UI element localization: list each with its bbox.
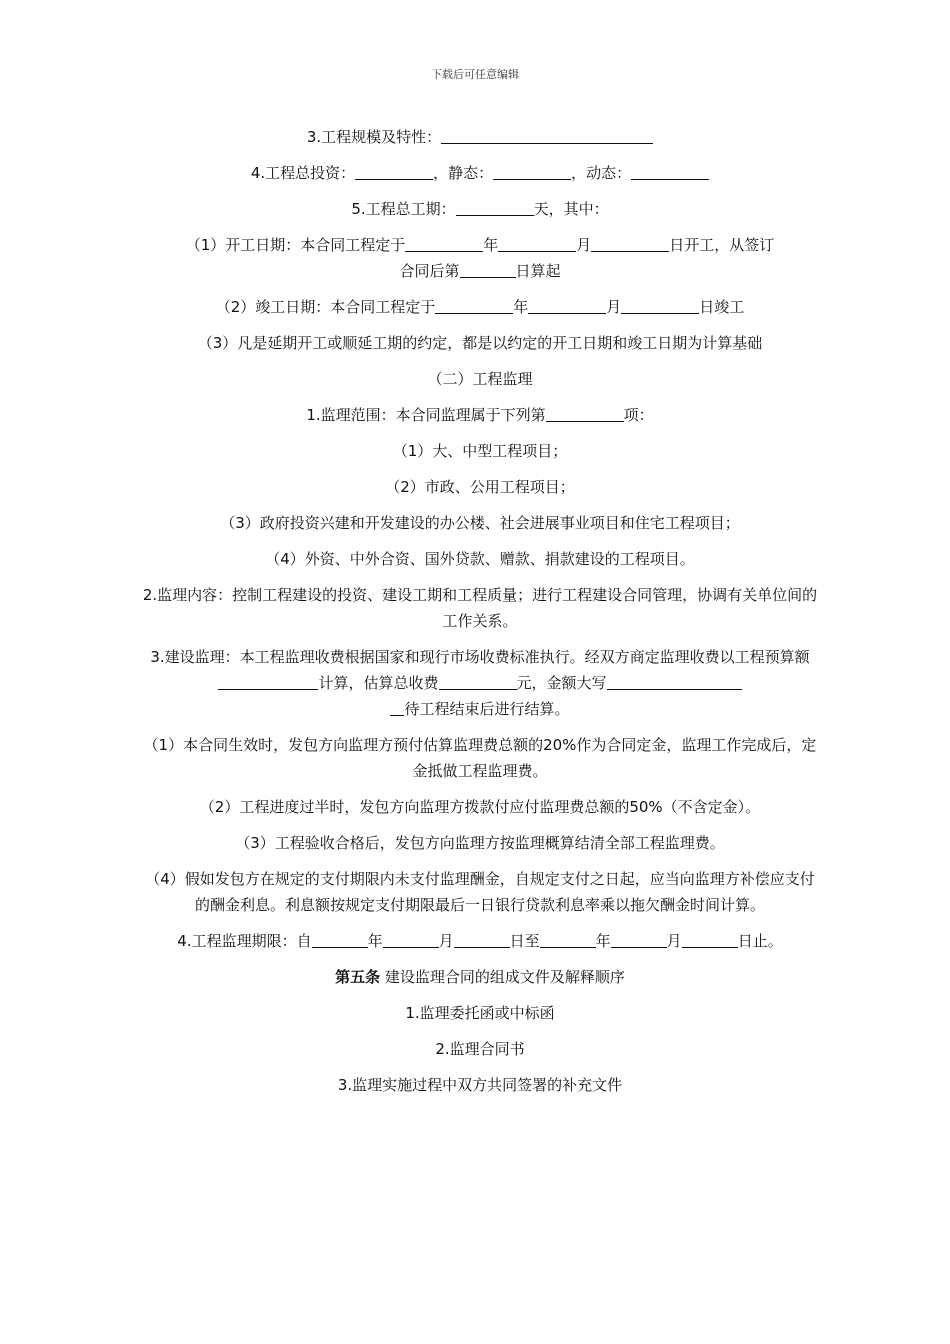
from-year-blank [312,929,368,948]
completion-date-label: （2）竣工日期：本合同工程定于 [215,298,436,316]
start-days-blank [460,259,516,278]
completion-year-blank [435,295,513,314]
page-header: 下载后可任意编辑 [431,68,519,81]
start-date-clause [140,232,820,284]
month-text: 月 [576,236,592,254]
scope-label: 1.监理范围：本合同监理属于下列第 [306,406,546,424]
year-text: 年 [367,932,383,950]
amount-words-blank [607,671,742,690]
scope-item-3: （3）政府投资兴建和开发建设的办公楼、社会进展事业项目和住宅工程项目； [220,514,740,532]
scope-item-4: （4）外资、中外合资、国外贷款、赠款、捐款建设的工程项目。 [265,550,695,568]
amount-words-blank-cont [390,697,404,716]
scope-item-2: （2）市政、公用工程项目； [385,478,575,496]
duration-blank [456,197,534,216]
investment-line [140,160,820,186]
section-heading: （二）工程监理 [427,370,533,388]
scope-blank [546,403,624,422]
to-text: 日至 [509,932,540,950]
start-day-blank [591,233,669,252]
article-five-heading [140,964,820,990]
doc-item-2: 2.监理合同书 [435,1040,525,1058]
completion-date-end: 日竣工 [699,298,745,316]
scale-blank [441,125,653,144]
month-text: 月 [666,932,682,950]
static-blank [493,161,571,180]
start-year-blank [405,233,483,252]
completion-month-blank [528,295,606,314]
year-text: 年 [513,298,529,316]
completion-date-clause [140,294,820,320]
year-text: 年 [483,236,499,254]
period-end: 日止。 [737,932,783,950]
duration-line [140,196,820,222]
doc-item-1: 1.监理委托函或中标函 [405,1004,555,1022]
completion-day-blank [621,295,699,314]
month-text: 月 [606,298,622,316]
dynamic-label: ，动态： [571,164,632,182]
content-clause: 2.监理内容：控制工程建设的投资、建设工期和工程质量；进行工程建设合同管理，协调有关单位间的工作关系。 [142,586,818,630]
period-label: 4.工程监理期限：自 [177,932,312,950]
document-body [140,124,820,1108]
doc-item-3: 3.监理实施过程中双方共同签署的补充文件 [337,1076,623,1094]
duration-suffix: 天，其中： [533,200,609,218]
delay-clause: （3）凡是延期开工或顺延工期的约定，都是以约定的开工日期和竣工日期为计算基础 [197,334,763,352]
to-month-blank [611,929,667,948]
amount-words-label: 元，金额大写 [516,674,607,692]
settlement-text: 待工程结束后进行结算。 [404,700,570,718]
fee-clause [140,644,820,722]
start-date-label: （1）开工日期：本合同工程定于 [185,236,406,254]
payment-item-3: （3）工程验收合格后，发包方向监理方按监理概算结清全部工程监理费。 [235,834,725,852]
scope-item-1: （1）大、中型工程项目； [392,442,568,460]
year-text: 年 [595,932,611,950]
budget-blank [218,671,318,690]
fee-calc-text: 计算，估算总收费 [318,674,439,692]
from-day-blank [454,929,510,948]
scale-line [140,124,820,150]
dynamic-blank [631,161,709,180]
start-month-blank [498,233,576,252]
to-day-blank [682,929,738,948]
payment-item-4: （4）假如发包方在规定的支付期限内未支付监理酬金，自规定支付之日起，应当向监理方补偿应支付的酬金利息。利息额按规定支付期限最后一日银行贷款利息率乘以拖欠酬金时间计算。 [145,870,815,914]
to-year-blank [540,929,596,948]
article-title: 建设监理合同的组成文件及解释顺序 [380,968,625,986]
fee-text: 3.建设监理：本工程监理收费根据国家和现行市场收费标准执行。经双方商定监理收费以工程预算额 [150,648,810,666]
start-date-after: 合同后第 [399,262,460,280]
scope-suffix: 项： [623,406,654,424]
investment-blank [355,161,433,180]
month-text: 月 [438,932,454,950]
start-date-mid: 日开工，从签订 [669,236,775,254]
article-number: 第五条 [335,968,381,986]
static-label: ，静态： [433,164,494,182]
period-clause [140,928,820,954]
payment-item-2: （2）工程进度过半时，发包方向监理方拨款付应付监理费总额的50%（不含定金）。 [199,798,761,816]
start-date-end: 日算起 [515,262,561,280]
payment-item-1: （1）本合同生效时，发包方向监理方预付估算监理费总额的20%作为合同定金，监理工作完成后，定金抵做工程监理费。 [143,736,817,780]
scope-line [140,402,820,428]
scale-label: 3.工程规模及特性： [306,128,442,146]
from-month-blank [383,929,439,948]
investment-label: 4.工程总投资： [250,164,356,182]
duration-label: 5.工程总工期： [351,200,456,218]
total-fee-blank [439,671,517,690]
